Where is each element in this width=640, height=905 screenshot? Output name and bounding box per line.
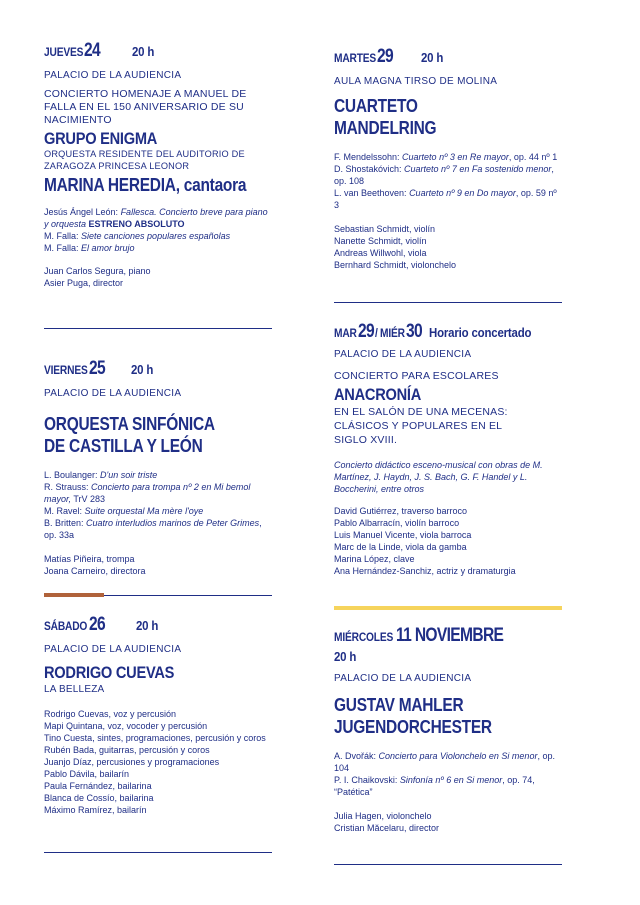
event-viernes-25 — [44, 358, 272, 577]
venue: PALACIO DE LA AUDIENCIA — [44, 644, 182, 655]
performer: Ana Hernández-Sanchiz, actriz y dramaturgia — [334, 566, 516, 576]
performer: Joana Carneiro, directora — [44, 566, 146, 576]
performer: Rubén Bada, guitarras, percusión y coros — [44, 745, 210, 755]
performer: Paula Fernández, bailarina — [44, 781, 152, 791]
accent-bar — [44, 593, 104, 597]
day-number: 30 — [405, 321, 422, 342]
program-list — [44, 469, 272, 541]
concert-title: CONCIERTO HOMENAJE A MANUEL DE FALLA EN EL 150 ANIVERSARIO DE SU NACIMIENTO — [44, 88, 247, 126]
performer: Pablo Albarracín, violín barroco — [334, 518, 460, 528]
ensemble-name: CUARTETO MANDELRING — [334, 96, 437, 138]
program-item: M. Falla: Siete canciones populares españolas — [44, 231, 231, 241]
event-miercoles-11-noviembre — [334, 625, 562, 834]
date-line — [334, 625, 562, 647]
program-item: L. Boulanger: D'un soir triste — [44, 470, 158, 480]
day-name: MIÉR — [380, 326, 406, 340]
program-item: A. Dvořák: Concierto para Violonchelo en Si menor, op. 104 — [334, 751, 555, 773]
performer: Máximo Ramírez, bailarín — [44, 805, 147, 815]
performer: Marina López, clave — [334, 554, 415, 564]
program-item: M. Ravel: Suite orquestal Ma mère l'oye — [44, 506, 204, 516]
performer: Matías Piñeira, trompa — [44, 554, 135, 564]
program-list — [334, 151, 562, 211]
accent-bar — [334, 606, 562, 610]
divider — [334, 864, 562, 865]
event-mar-mier — [334, 321, 562, 577]
performer: Juan Carlos Segura, piano — [44, 266, 151, 276]
performer: Marc de la Linde, viola da gamba — [334, 542, 467, 552]
event-martes-29 — [334, 46, 562, 271]
program-item: P. I. Chaikovski: Sinfonía nº 6 en Si menor, op. 74, “Patética” — [334, 775, 535, 797]
event-time: 20 h — [334, 649, 357, 664]
performer: Juanjo Díaz, percusiones y programaciones — [44, 757, 220, 767]
performers-list — [334, 810, 562, 834]
performers-list — [334, 223, 562, 271]
day-number: 29 — [377, 46, 394, 67]
program-list — [334, 750, 562, 798]
day-name: MAR — [334, 326, 357, 340]
soloist-name: MARINA HEREDIA, cantaora — [44, 175, 247, 195]
performer: Bernhard Schmidt, violonchelo — [334, 260, 457, 270]
day-number: 11 NOVIEMBRE — [395, 625, 503, 646]
day-name: JUEVES — [44, 45, 84, 59]
day-number: 26 — [88, 614, 105, 635]
performer: Julia Hagen, violonchelo — [334, 811, 432, 821]
performer: Asier Puga, director — [44, 278, 124, 288]
venue: AULA MAGNA TIRSO DE MOLINA — [334, 76, 498, 87]
description: Concierto didáctico esceno-musical con obras de M. Martínez, J. Haydn, J. S. Bach, G. F. Handel y L. Boccherini, entre otros — [334, 460, 543, 494]
event-time: 20 h — [131, 44, 154, 59]
day-name: MIÉRCOLES — [334, 630, 394, 644]
event-time: 20 h — [421, 50, 444, 65]
day-name: SÁBADO — [44, 619, 88, 633]
event-sabado-26 — [44, 614, 272, 816]
date-line — [44, 40, 272, 62]
divider — [104, 595, 272, 596]
ensemble-name: ORQUESTA SINFÓNICA DE CASTILLA Y LEÓN — [44, 414, 215, 456]
ensemble-name: GUSTAV MAHLER JUGENDORCHESTER — [334, 695, 492, 737]
event-jueves-24 — [44, 40, 272, 289]
divider — [44, 852, 272, 853]
program-list — [44, 206, 272, 254]
program-item: L. van Beethoven: Cuarteto nº 9 en Do mayor, op. 59 nº 3 — [334, 188, 557, 210]
venue: PALACIO DE LA AUDIENCIA — [334, 673, 472, 684]
venue: PALACIO DE LA AUDIENCIA — [334, 349, 472, 360]
concert-title: CONCIERTO PARA ESCOLARES — [334, 370, 499, 382]
date-line — [334, 321, 562, 343]
day-name: VIERNES — [44, 363, 88, 377]
program-item: D. Shostakóvich: Cuarteto nº 7 en Fa sostenido menor, op. 108 — [334, 164, 554, 186]
ensemble-subtitle: ORQUESTA RESIDENTE DEL AUDITORIO DE ZARAGOZA PRINCESA LEONOR — [44, 149, 245, 171]
performer: Rodrigo Cuevas, voz y percusión — [44, 709, 177, 719]
program-item: R. Strauss: Concierto para trompa nº 2 en Mi bemol mayor, TrV 283 — [44, 482, 251, 504]
performers-list — [334, 505, 562, 577]
venue: PALACIO DE LA AUDIENCIA — [44, 70, 182, 81]
performer: Cristian Măcelaru, director — [334, 823, 440, 833]
performer: David Gutiérrez, traverso barroco — [334, 506, 468, 516]
divider — [44, 328, 272, 329]
performers-list — [44, 708, 272, 816]
program-item: B. Britten: Cuatro interludios marinos de Peter Grimes, op. 33a — [44, 518, 262, 540]
day-number: 29 — [357, 321, 374, 342]
program-item: F. Mendelssohn: Cuarteto nº 3 en Re mayor, op. 44 nº 1 — [334, 152, 558, 162]
date-line — [334, 46, 562, 68]
program-item: M. Falla: El amor brujo — [44, 243, 135, 253]
date-line — [44, 358, 272, 380]
date-separator: / — [375, 326, 378, 340]
ensemble-subtitle: LA BELLEZA — [44, 684, 105, 695]
venue: PALACIO DE LA AUDIENCIA — [44, 388, 182, 399]
performer: Andreas Willwohl, viola — [334, 248, 427, 258]
ensemble-subtitle: EN EL SALÓN DE UNA MECENAS: CLÁSICOS Y POPULARES EN EL SIGLO XVIII. — [334, 406, 508, 446]
performer: Blanca de Cossío, bailarina — [44, 793, 154, 803]
ensemble-name: RODRIGO CUEVAS — [44, 663, 175, 682]
event-time: Horario concertado — [429, 325, 532, 340]
performers-list — [44, 553, 272, 577]
program-item: Jesús Ángel León: Fallesca. Concierto breve para piano y orquesta ESTRENO ABSOLUTO — [44, 207, 268, 229]
performer: Sebastian Schmidt, violín — [334, 224, 436, 234]
performer: Tino Cuesta, sintes, programaciones, percusión y coros — [44, 733, 266, 743]
performer: Nanette Schmidt, violín — [334, 236, 427, 246]
event-time: 20 h — [136, 618, 159, 633]
day-name: MARTES — [334, 51, 377, 65]
performers-list — [44, 265, 272, 289]
date-line — [44, 614, 272, 636]
divider — [334, 302, 562, 303]
ensemble-name: GRUPO ENIGMA — [44, 129, 158, 148]
performer: Mapi Quintana, voz, vocoder y percusión — [44, 721, 208, 731]
ensemble-name: ANACRONÍA — [334, 385, 422, 404]
performer: Pablo Dávila, bailarín — [44, 769, 130, 779]
day-number: 24 — [84, 40, 101, 61]
day-number: 25 — [89, 358, 106, 379]
event-time: 20 h — [130, 362, 154, 377]
performer: Luis Manuel Vicente, viola barroca — [334, 530, 472, 540]
